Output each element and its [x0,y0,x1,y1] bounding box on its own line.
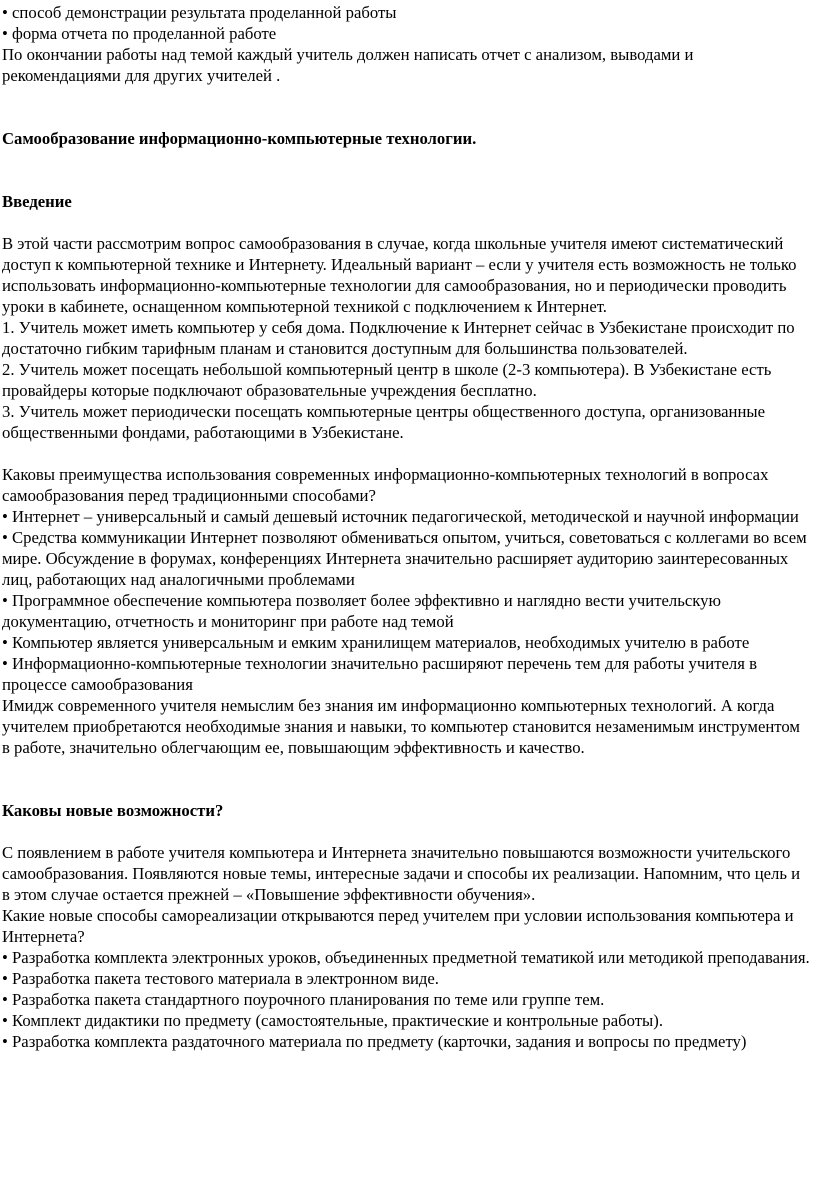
paragraph: Какие новые способы самореализации открываются перед учителем при условии использования компьютера и Интернета? [2,906,794,946]
bullet-item: • Компьютер является универсальным и емким хранилищем материалов, необходимых учителю в работе [2,633,750,652]
question-paragraph: Каковы преимущества использования современных информационно-компьютерных технологий в вопросах самообразования перед традиционными способами? [2,465,769,505]
intro-paragraph: По окончании работы над темой каждый учитель должен написать отчет с анализом, выводами и рекомендациями для других учителей . [2,45,694,85]
bullet-item: • Информационно-компьютерные технологии значительно расширяют перечень тем для работы учителя в процессе самообразования [2,654,757,694]
bullet-item: • Разработка пакета тестового материала в электронном виде. [2,969,439,988]
bullet-item: • Разработка комплекта электронных уроков, объединенных предметной тематикой или методикой преподавания. [2,948,810,967]
closing-paragraph: Имидж современного учителя немыслим без знания им информационно компьютерных технологий. А когда учителем приобретаются необходимые знания и навыки, то компьютер становится незаменимым инструментом в работе, значительно облегчающим ее, повышающим эффективность и качество. [2,696,800,757]
section-heading-new-possibilities: Каковы новые возможности? [2,801,224,820]
bullet-item: • Разработка комплекта раздаточного материала по предмету (карточки, задания и вопросы по предмету) [2,1032,747,1051]
section-heading-intro: Введение [2,192,72,211]
bullet-item: • Комплект дидактики по предмету (самостоятельные, практические и контрольные работы). [2,1011,663,1030]
list-item: 2. Учитель может посещать небольшой компьютерный центр в школе (2-3 компьютера). В Узбекистане есть провайдеры которые подключают образовательные учреждения бесплатно. [2,360,772,400]
bullet-item: • Разработка пакета стандартного поурочного планирования по теме или группе тем. [2,990,605,1009]
intro-item: • форма отчета по проделанной работе [2,24,277,43]
bullet-item: • Программное обеспечение компьютера позволяет более эффективно и наглядно вести учительскую документацию, отчетность и мониторинг при работе над темой [2,591,721,631]
bullet-item: • Средства коммуникации Интернет позволяют обмениваться опытом, учиться, советоваться с коллегами во всем мире. Обсуждение в форумах, конференциях Интернета значительно расширяет аудиторию заинтересованных лиц, работающих над аналогичными проблемами [2,528,807,589]
document-title: Самообразование информационно-компьютерные технологии. [2,129,477,148]
intro-item: • способ демонстрации результата проделанной работы [2,3,397,22]
list-item: 3. Учитель может периодически посещать компьютерные центры общественного доступа, организованные общественными фондами, работающими в Узбекистане. [2,402,766,442]
paragraph: С появлением в работе учителя компьютера и Интернета значительно повышаются возможности учительского самообразования. Появляются новые темы, интересные задачи и способы их реализации. Напомним, что цель и в этом случае остается прежней – «Повышение эффективности обучения». [2,843,801,904]
list-item: 1. Учитель может иметь компьютер у себя дома. Подключение к Интернет сейчас в Узбекистане происходит по достаточно гибким тарифным планам и становится доступным для большинства пользователей. [2,318,795,358]
paragraph: В этой части рассмотрим вопрос самообразования в случае, когда школьные учителя имеют систематический доступ к компьютерной технике и Интернету. Идеальный вариант – если у учителя есть возможность не только использовать информационно-компьютерные технологии для самообразования, но и периодически проводить уроки в кабинете, оснащенном компьютерной техникой с подключением к Интернет. [2,234,797,316]
bullet-item: • Интернет – универсальный и самый дешевый источник педагогической, методической и научной информации [2,507,799,526]
